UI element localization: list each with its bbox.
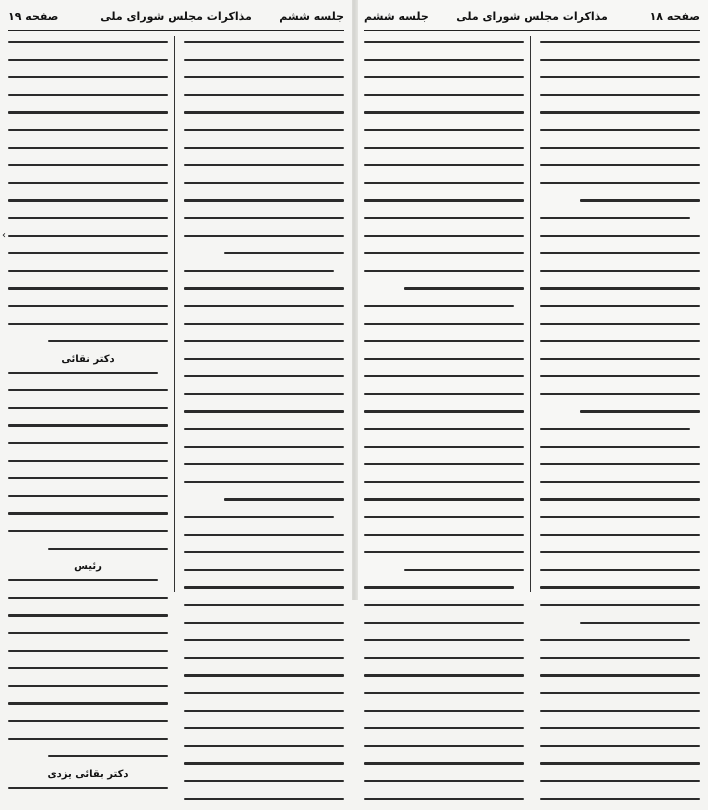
text-line bbox=[540, 569, 700, 582]
journal-title: مذاکرات مجلس شورای ملی bbox=[456, 10, 608, 23]
text-line bbox=[8, 252, 168, 265]
text-line bbox=[8, 512, 168, 525]
text-line bbox=[540, 358, 700, 371]
text-line bbox=[8, 389, 168, 402]
text-line bbox=[364, 94, 524, 107]
text-line bbox=[8, 650, 168, 663]
text-line bbox=[184, 780, 344, 793]
column-divider bbox=[174, 36, 175, 592]
text-line bbox=[184, 516, 344, 529]
text-line bbox=[540, 111, 700, 124]
text-line bbox=[364, 692, 524, 705]
text-line bbox=[8, 41, 168, 54]
text-column-right bbox=[184, 36, 344, 594]
text-line bbox=[364, 76, 524, 89]
text-line bbox=[184, 463, 344, 476]
text-line bbox=[364, 569, 524, 582]
text-line bbox=[8, 477, 168, 490]
text-line bbox=[364, 657, 524, 670]
page-header bbox=[8, 10, 344, 28]
text-line bbox=[540, 305, 700, 318]
text-line bbox=[364, 217, 524, 230]
text-line bbox=[184, 147, 344, 160]
text-line bbox=[8, 323, 168, 336]
text-line bbox=[8, 755, 168, 768]
text-line bbox=[184, 235, 344, 248]
text-line bbox=[540, 59, 700, 72]
text-line bbox=[540, 674, 700, 687]
text-line bbox=[364, 323, 524, 336]
text-line bbox=[540, 252, 700, 265]
text-line bbox=[364, 59, 524, 72]
text-line bbox=[184, 182, 344, 195]
text-line bbox=[540, 798, 700, 810]
text-line bbox=[540, 270, 700, 283]
text-line bbox=[8, 76, 168, 89]
text-column-right bbox=[540, 36, 700, 594]
text-line bbox=[364, 428, 524, 441]
speaker-heading: دکتر بقائی یزدی bbox=[47, 768, 129, 780]
column-divider bbox=[530, 36, 531, 592]
text-line bbox=[540, 551, 700, 564]
text-line bbox=[540, 393, 700, 406]
text-line bbox=[364, 287, 524, 300]
text-line bbox=[184, 252, 344, 265]
text-line bbox=[540, 498, 700, 511]
text-line bbox=[184, 164, 344, 177]
text-line bbox=[184, 340, 344, 353]
text-line bbox=[184, 639, 344, 652]
text-line bbox=[8, 407, 168, 420]
text-line bbox=[184, 270, 344, 283]
text-line bbox=[540, 446, 700, 459]
text-line bbox=[364, 305, 524, 318]
text-line bbox=[184, 305, 344, 318]
text-line bbox=[364, 481, 524, 494]
text-line bbox=[8, 164, 168, 177]
text-line bbox=[184, 622, 344, 635]
text-line bbox=[364, 199, 524, 212]
text-line bbox=[540, 463, 700, 476]
text-line bbox=[364, 446, 524, 459]
text-line bbox=[184, 323, 344, 336]
text-line bbox=[540, 622, 700, 635]
text-line bbox=[184, 498, 344, 511]
text-line bbox=[184, 199, 344, 212]
text-line bbox=[364, 358, 524, 371]
text-line bbox=[8, 111, 168, 124]
text-line bbox=[8, 720, 168, 733]
text-line bbox=[8, 217, 168, 230]
text-line bbox=[364, 745, 524, 758]
text-line bbox=[184, 94, 344, 107]
text-line bbox=[540, 340, 700, 353]
text-line bbox=[184, 41, 344, 54]
text-line bbox=[8, 738, 168, 751]
text-line bbox=[184, 481, 344, 494]
text-line bbox=[540, 780, 700, 793]
text-line bbox=[364, 410, 524, 423]
text-line bbox=[364, 710, 524, 723]
text-line bbox=[540, 147, 700, 160]
page-number: صفحه ۱۹ bbox=[8, 10, 59, 23]
text-line bbox=[364, 639, 524, 652]
text-column-left bbox=[8, 36, 168, 780]
text-line bbox=[8, 94, 168, 107]
text-line bbox=[540, 287, 700, 300]
text-line bbox=[540, 516, 700, 529]
text-line bbox=[364, 147, 524, 160]
text-line bbox=[8, 182, 168, 195]
text-line bbox=[184, 692, 344, 705]
text-line bbox=[540, 410, 700, 423]
text-line bbox=[540, 428, 700, 441]
text-line bbox=[8, 632, 168, 645]
text-line bbox=[364, 111, 524, 124]
text-line bbox=[364, 164, 524, 177]
text-line bbox=[540, 375, 700, 388]
text-line bbox=[184, 446, 344, 459]
text-line bbox=[364, 498, 524, 511]
text-line bbox=[8, 442, 168, 455]
text-line bbox=[540, 323, 700, 336]
text-line bbox=[540, 727, 700, 740]
text-line bbox=[364, 463, 524, 476]
text-line bbox=[8, 372, 168, 385]
text-line bbox=[540, 710, 700, 723]
text-line bbox=[184, 393, 344, 406]
text-line bbox=[184, 551, 344, 564]
text-line bbox=[184, 710, 344, 723]
speaker-heading: دکتر نقائی bbox=[61, 353, 115, 365]
text-line bbox=[8, 424, 168, 437]
page-header bbox=[364, 10, 700, 28]
page-19 bbox=[0, 0, 352, 780]
text-line bbox=[364, 393, 524, 406]
text-line bbox=[184, 358, 344, 371]
text-line bbox=[8, 614, 168, 627]
text-line bbox=[8, 305, 168, 318]
text-line bbox=[364, 622, 524, 635]
text-line bbox=[8, 597, 168, 610]
text-line bbox=[540, 481, 700, 494]
text-line bbox=[184, 604, 344, 617]
text-line bbox=[8, 548, 168, 561]
text-line bbox=[184, 657, 344, 670]
text-line bbox=[540, 217, 700, 230]
text-line bbox=[540, 604, 700, 617]
text-line bbox=[184, 762, 344, 775]
text-line bbox=[8, 287, 168, 300]
margin-mark: ‹ bbox=[2, 230, 6, 241]
text-line bbox=[184, 534, 344, 547]
text-line bbox=[364, 129, 524, 142]
text-line bbox=[540, 164, 700, 177]
text-line bbox=[8, 579, 168, 592]
text-line bbox=[184, 375, 344, 388]
text-line bbox=[540, 129, 700, 142]
text-line bbox=[8, 270, 168, 283]
text-line bbox=[364, 674, 524, 687]
text-line bbox=[8, 147, 168, 160]
text-line bbox=[184, 111, 344, 124]
text-line bbox=[540, 94, 700, 107]
text-line bbox=[8, 59, 168, 72]
text-line bbox=[364, 727, 524, 740]
header-rule bbox=[364, 30, 700, 31]
page-18 bbox=[356, 0, 708, 600]
text-line bbox=[8, 235, 168, 248]
text-line bbox=[540, 657, 700, 670]
text-line bbox=[8, 129, 168, 142]
text-line bbox=[364, 762, 524, 775]
text-line bbox=[8, 667, 168, 680]
text-line bbox=[184, 410, 344, 423]
text-line bbox=[540, 586, 700, 599]
text-line bbox=[184, 674, 344, 687]
session-label: جلسه ششم bbox=[364, 10, 429, 23]
text-line bbox=[8, 702, 168, 715]
text-line bbox=[184, 727, 344, 740]
text-line bbox=[364, 780, 524, 793]
text-line bbox=[540, 235, 700, 248]
text-line bbox=[364, 604, 524, 617]
session-label: جلسه ششم bbox=[279, 10, 344, 23]
text-line bbox=[364, 182, 524, 195]
text-line bbox=[184, 287, 344, 300]
text-line bbox=[184, 428, 344, 441]
text-line bbox=[184, 129, 344, 142]
text-line bbox=[8, 340, 168, 353]
text-line bbox=[184, 569, 344, 582]
text-line bbox=[540, 41, 700, 54]
text-line bbox=[540, 692, 700, 705]
text-line bbox=[184, 217, 344, 230]
text-line bbox=[364, 534, 524, 547]
text-line bbox=[364, 551, 524, 564]
journal-title: مذاکرات مجلس شورای ملی bbox=[100, 10, 252, 23]
text-line bbox=[184, 76, 344, 89]
text-line bbox=[540, 534, 700, 547]
text-line bbox=[540, 639, 700, 652]
text-line bbox=[364, 798, 524, 810]
text-line bbox=[8, 199, 168, 212]
text-line bbox=[364, 516, 524, 529]
text-line bbox=[540, 745, 700, 758]
text-column-left bbox=[364, 36, 524, 594]
text-line bbox=[8, 495, 168, 508]
text-line bbox=[540, 762, 700, 775]
text-line bbox=[8, 787, 168, 800]
text-line bbox=[364, 340, 524, 353]
text-line bbox=[364, 375, 524, 388]
text-line bbox=[540, 199, 700, 212]
text-line bbox=[364, 252, 524, 265]
text-line bbox=[540, 182, 700, 195]
text-line bbox=[184, 798, 344, 810]
text-line bbox=[364, 586, 524, 599]
text-line bbox=[8, 530, 168, 543]
text-line bbox=[184, 59, 344, 72]
text-line bbox=[364, 270, 524, 283]
text-line bbox=[184, 745, 344, 758]
text-line bbox=[8, 685, 168, 698]
page-number: صفحه ۱۸ bbox=[649, 10, 700, 23]
text-line bbox=[364, 41, 524, 54]
header-rule bbox=[8, 30, 344, 31]
text-line bbox=[184, 586, 344, 599]
text-line bbox=[8, 460, 168, 473]
speaker-heading: رئیس bbox=[74, 561, 102, 573]
text-line bbox=[540, 76, 700, 89]
text-line bbox=[364, 235, 524, 248]
